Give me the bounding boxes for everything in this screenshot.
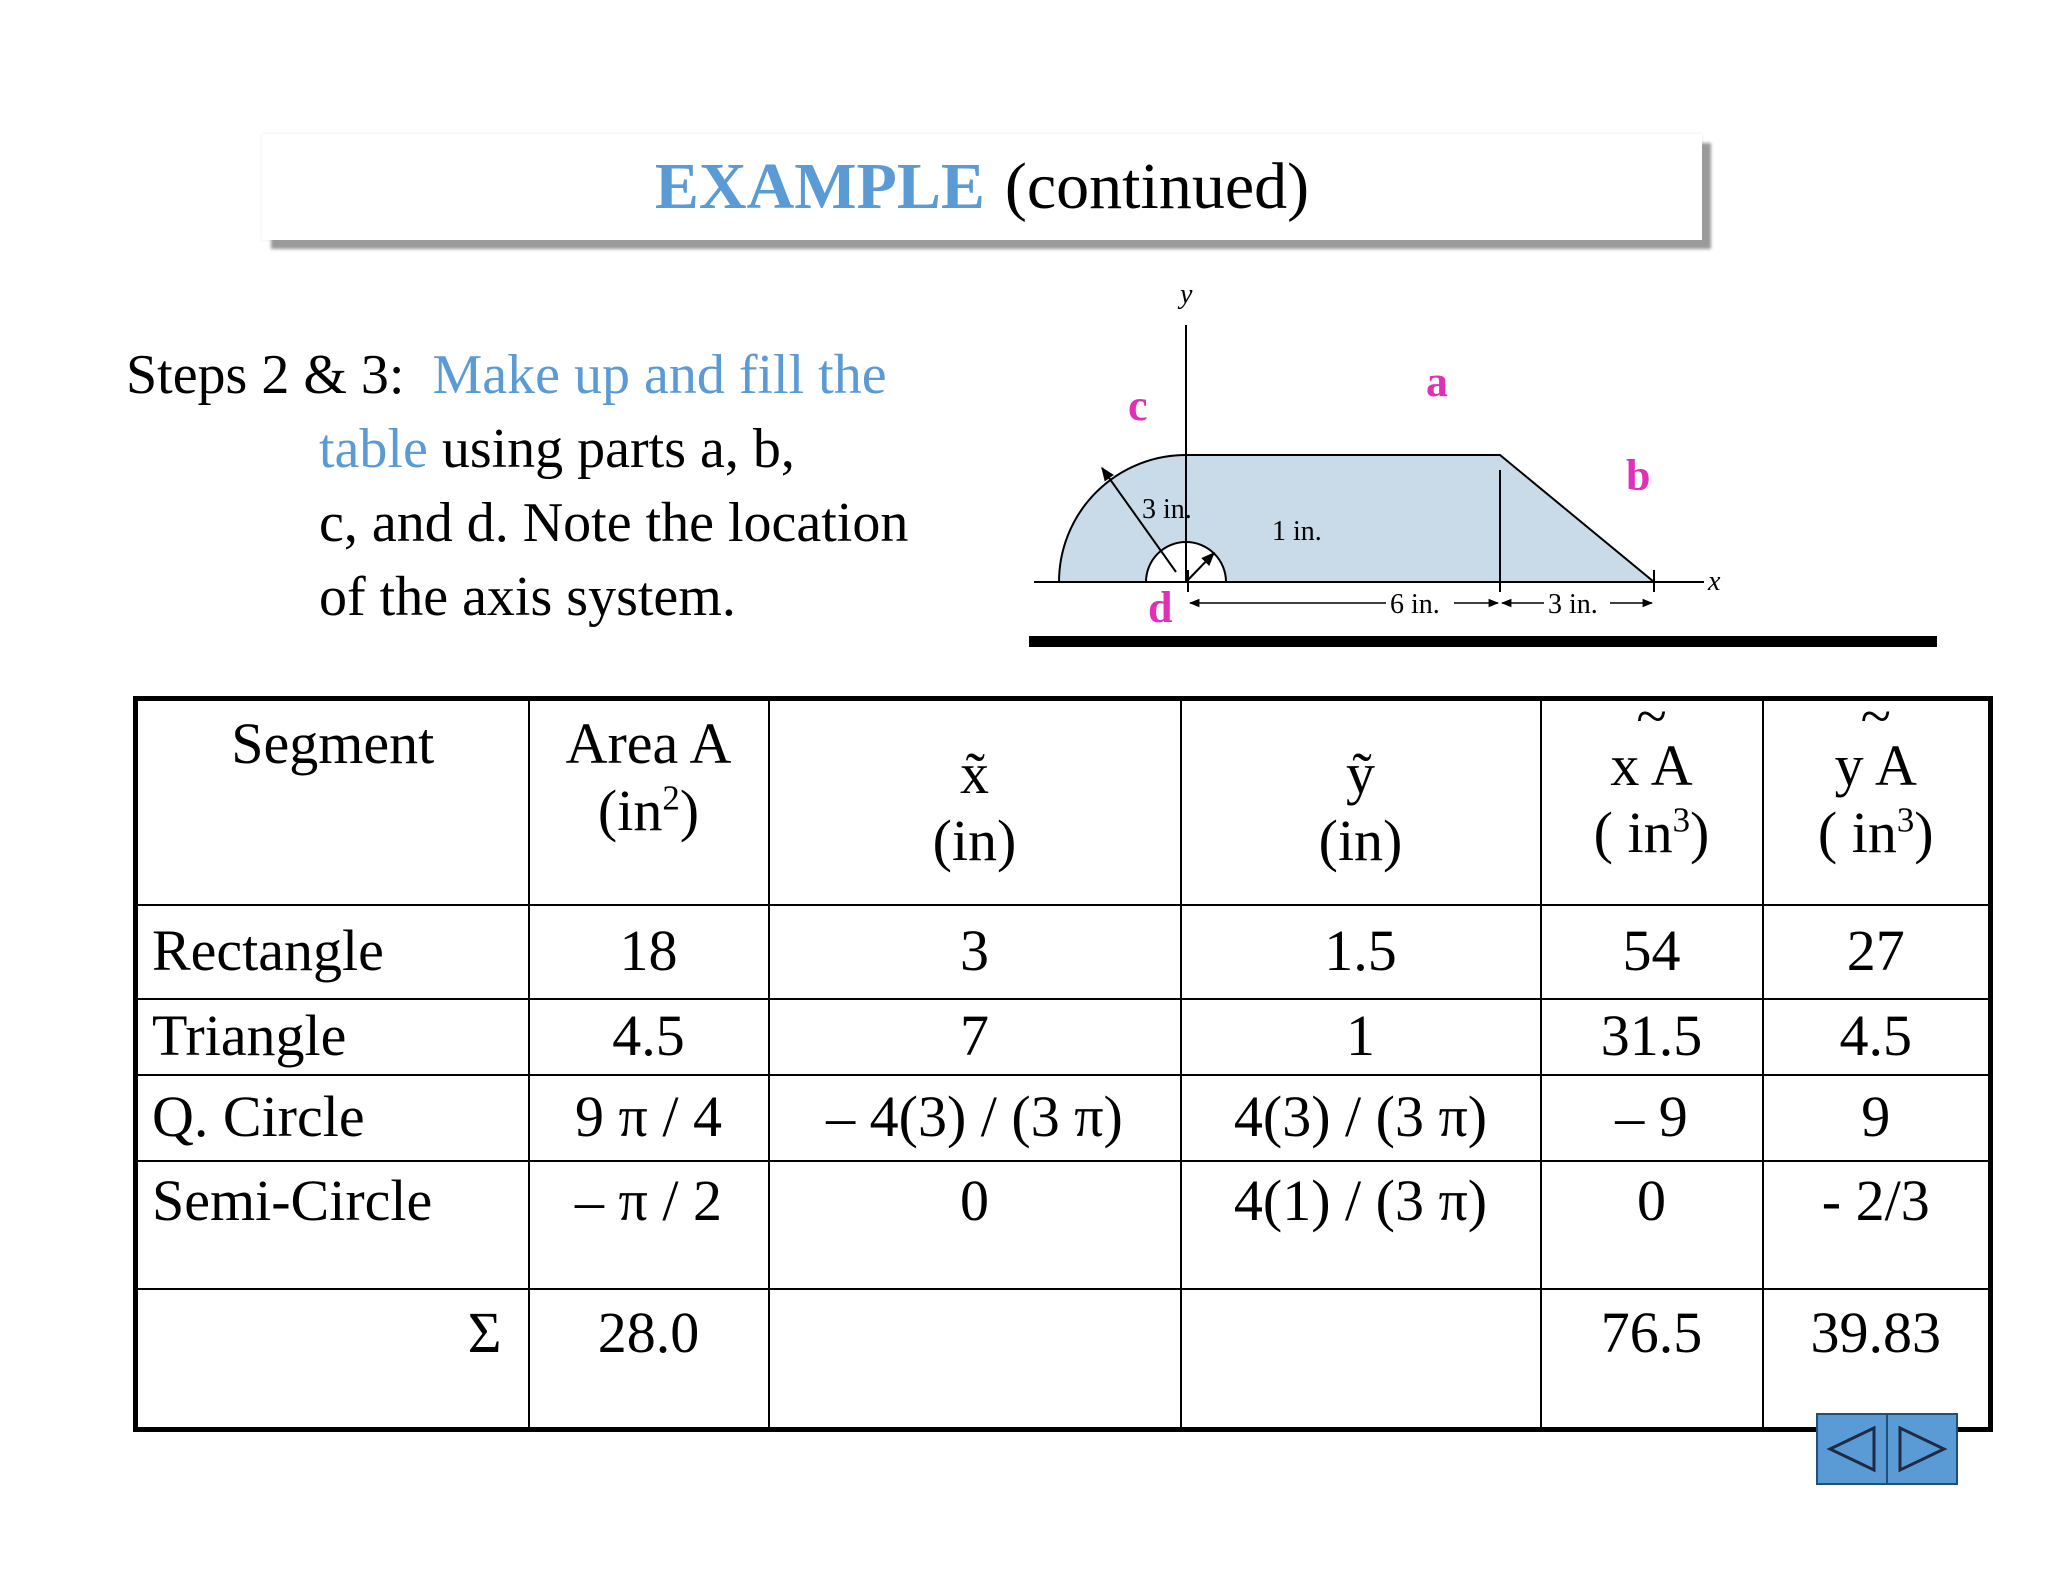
part-d-label: d: [1148, 583, 1173, 632]
table-row: [136, 905, 1991, 999]
dim-1in-radius-label: 1 in.: [1272, 516, 1322, 547]
table-row: [136, 999, 1991, 1075]
table-row: [136, 1075, 1991, 1161]
sum-xa: 76.5: [1541, 1289, 1763, 1430]
table-header-row: [136, 699, 1991, 905]
cell-segment: Rectangle: [136, 905, 529, 999]
sum-empty-x: [769, 1289, 1181, 1430]
header-y-tilde: ỹ (in): [1181, 699, 1541, 905]
steps-highlight-1: Make up and fill the: [432, 344, 887, 406]
header-x-tilde: x̃ (in): [769, 699, 1181, 905]
part-a-label: a: [1426, 357, 1448, 406]
cell-xa: 0: [1541, 1161, 1763, 1289]
part-b-label: b: [1626, 451, 1651, 500]
cell-area: 9 π / 4: [529, 1075, 769, 1161]
sum-area: 28.0: [529, 1289, 769, 1430]
cell-ya: 4.5: [1763, 999, 1991, 1075]
header-segment: Segment: [136, 699, 529, 905]
header-area: Area A $(in^2)$: [529, 699, 769, 905]
cell-ya: 27: [1763, 905, 1991, 999]
ground-bar: [1029, 636, 1937, 647]
cell-y-tilde: 1: [1181, 999, 1541, 1075]
prev-slide-button[interactable]: [1818, 1415, 1888, 1483]
dim-3in-radius-label: 3 in.: [1142, 494, 1192, 525]
table-sum-row: [136, 1289, 1991, 1430]
steps-line-3: c, and d. Note the location: [319, 492, 909, 554]
cell-y-tilde: 4(1) / (3 π): [1181, 1161, 1541, 1289]
table-row: [136, 1161, 1991, 1289]
steps-prefix: Steps 2 & 3:: [126, 344, 405, 406]
steps-line-4: of the axis system.: [319, 566, 736, 628]
cell-area: – π / 2: [529, 1161, 769, 1289]
cell-y-tilde: 1.5: [1181, 905, 1541, 999]
cell-ya: 9: [1763, 1075, 1991, 1161]
axis-x-label: x: [1708, 566, 1721, 597]
part-c-label: c: [1128, 381, 1148, 430]
dim-3in-base-label: 3 in.: [1548, 589, 1598, 620]
sum-ya: 39.83: [1763, 1289, 1991, 1430]
triangle-left-icon: [1824, 1424, 1880, 1474]
cell-segment: Triangle: [136, 999, 529, 1075]
title-rest: (continued): [1004, 150, 1310, 223]
steps-highlight-2: table: [319, 418, 428, 480]
cell-segment: Semi-Circle: [136, 1161, 529, 1289]
composite-area-figure: [1024, 270, 1944, 660]
cell-xa: 31.5: [1541, 999, 1763, 1075]
cell-segment: Q. Circle: [136, 1075, 529, 1161]
header-ya: ~ y A ( $in^3$): [1763, 699, 1991, 905]
slide-title: [262, 134, 1702, 240]
centroid-table: [133, 686, 1993, 1432]
dim-6in-label: 6 in.: [1390, 589, 1440, 620]
sum-empty-y: [1181, 1289, 1541, 1430]
cell-ya: - 2/3: [1763, 1161, 1991, 1289]
cell-xa: – 9: [1541, 1075, 1763, 1161]
cell-x-tilde: – 4(3) / (3 π): [769, 1075, 1181, 1161]
cell-x-tilde: 0: [769, 1161, 1181, 1289]
steps-instructions: [126, 338, 1026, 634]
cell-area: 4.5: [529, 999, 769, 1075]
steps-line-2: using parts a, b,: [427, 418, 795, 480]
title-accent: EXAMPLE: [654, 150, 985, 223]
cell-x-tilde: 3: [769, 905, 1181, 999]
slide-nav: [1816, 1413, 1958, 1485]
cell-y-tilde: 4(3) / (3 π): [1181, 1075, 1541, 1161]
axis-y-label: y: [1180, 279, 1193, 310]
cell-area: 18: [529, 905, 769, 999]
triangle-right-icon: [1894, 1424, 1950, 1474]
header-xa: ~ x A ( $in^3$): [1541, 699, 1763, 905]
cell-xa: 54: [1541, 905, 1763, 999]
cell-x-tilde: 7: [769, 999, 1181, 1075]
next-slide-button[interactable]: [1888, 1415, 1956, 1483]
sum-label: Σ: [136, 1289, 529, 1430]
